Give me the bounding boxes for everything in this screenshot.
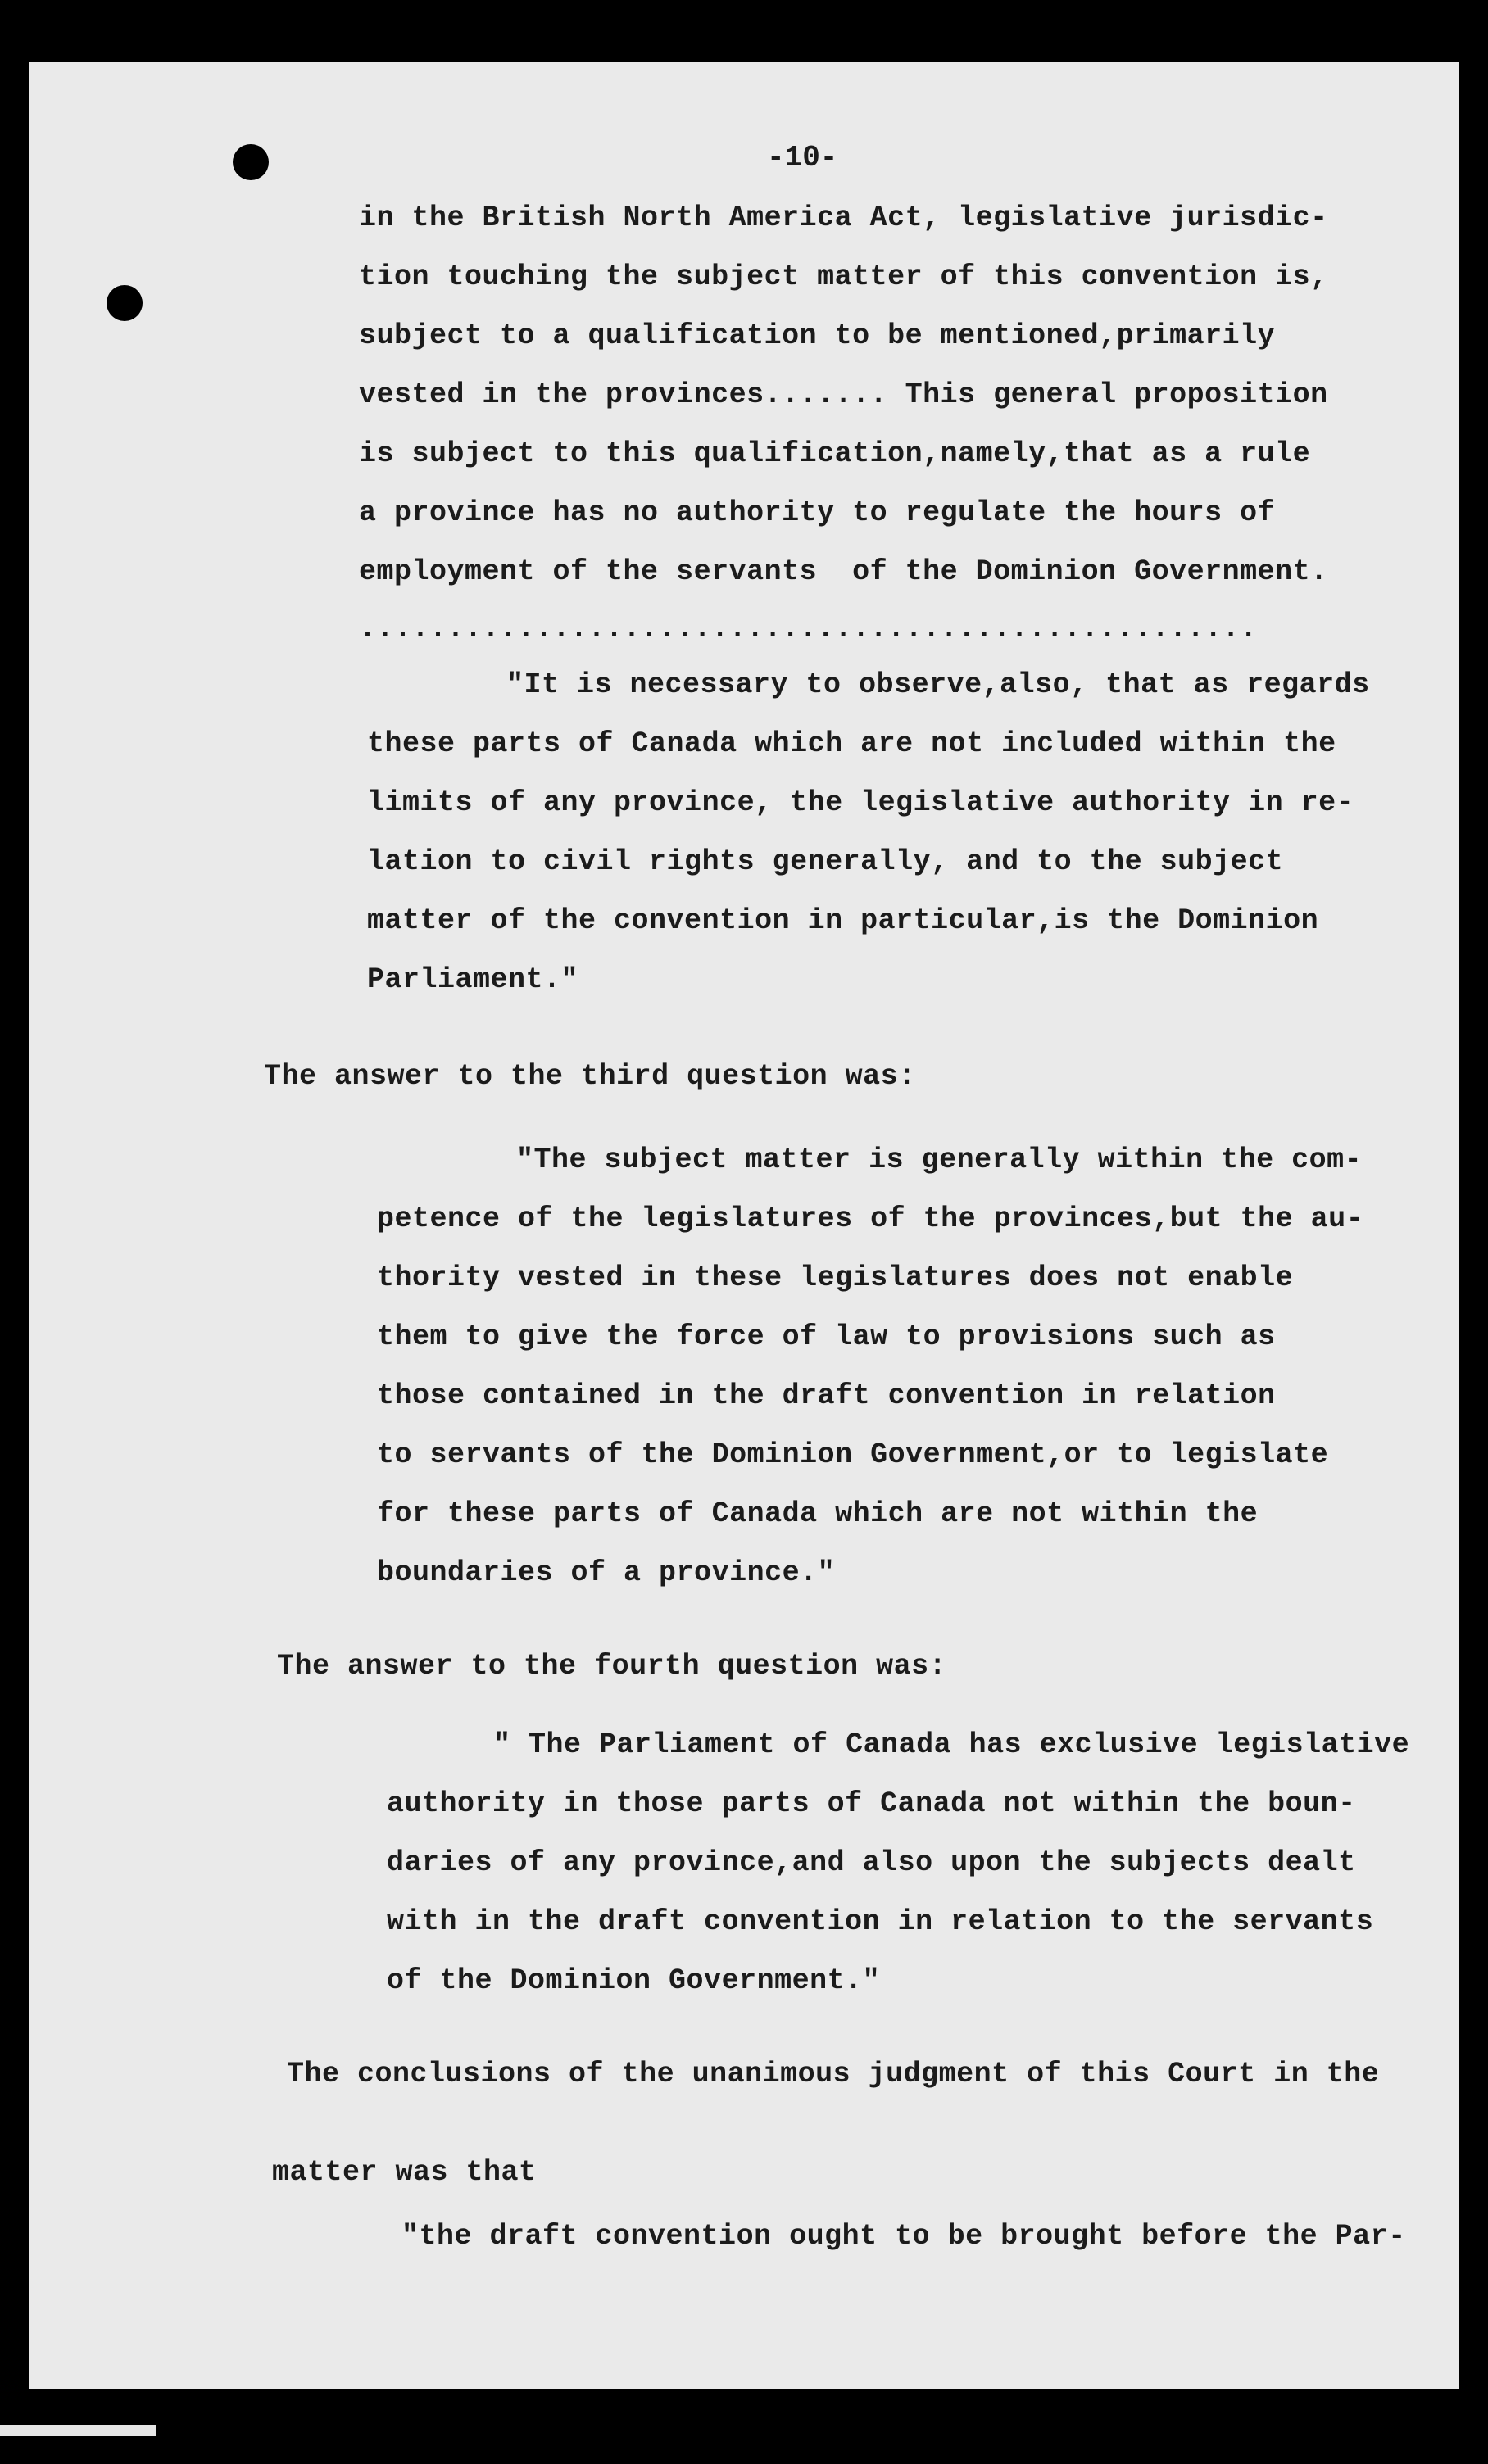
text-line: "It is necessary to observe,also, that as regards — [506, 668, 1370, 701]
film-edge-strip — [0, 2425, 156, 2436]
text-line: with in the draft convention in relation to the servants — [387, 1905, 1374, 1938]
text-line: The answer to the fourth question was: — [277, 1650, 947, 1683]
text-line: matter of the convention in particular,is the Dominion — [367, 904, 1319, 937]
text-line: for these parts of Canada which are not within the — [377, 1497, 1259, 1530]
text-line: The answer to the third question was: — [264, 1060, 916, 1093]
text-line: " The Parliament of Canada has exclusive legislative — [493, 1728, 1410, 1761]
text-line: of the Dominion Government." — [387, 1964, 881, 1997]
text-line: subject to a qualification to be mentioned,primarily — [359, 319, 1276, 352]
text-line: Parliament." — [367, 963, 579, 996]
text-line: is subject to this qualification,namely,that as a rule — [359, 437, 1311, 470]
text-line: petence of the legislatures of the provinces,but the au- — [377, 1203, 1364, 1235]
text-line: boundaries of a province." — [377, 1556, 836, 1589]
text-line: "the draft convention ought to be brought before the Par- — [401, 2220, 1406, 2253]
text-line: thority vested in these legislatures does not enable — [377, 1261, 1294, 1294]
text-line: them to give the force of law to provisions such as — [377, 1320, 1276, 1353]
text-line: a province has no authority to regulate the hours of — [359, 496, 1276, 529]
text-line: matter was that — [272, 2156, 537, 2189]
text-line: limits of any province, the legislative authority in re- — [367, 786, 1354, 819]
text-line: those contained in the draft convention in relation — [377, 1379, 1276, 1412]
text-line: employment of the servants of the Dominion Government. — [359, 555, 1328, 588]
text-line: these parts of Canada which are not included within the — [367, 727, 1336, 760]
dotted-separator: ................................................... — [359, 613, 1258, 645]
text-line: daries of any province,and also upon the subjects dealt — [387, 1846, 1356, 1879]
text-line: The conclusions of the unanimous judgment of this Court in the — [287, 2058, 1380, 2090]
punch-hole-top — [233, 144, 269, 180]
text-line: tion touching the subject matter of this convention is, — [359, 260, 1328, 293]
text-line: authority in those parts of Canada not within the boun- — [387, 1787, 1356, 1820]
text-line: in the British North America Act, legislative jurisdic- — [359, 202, 1328, 234]
typed-page — [29, 62, 1459, 2389]
text-line: lation to civil rights generally, and to the subject — [367, 845, 1284, 878]
text-line: vested in the provinces....... This general proposition — [359, 378, 1328, 411]
text-line: "The subject matter is generally within the com- — [516, 1144, 1363, 1176]
page-number: -10- — [767, 141, 838, 174]
punch-hole-bottom — [107, 285, 143, 321]
text-line: to servants of the Dominion Government,or to legislate — [377, 1438, 1329, 1471]
